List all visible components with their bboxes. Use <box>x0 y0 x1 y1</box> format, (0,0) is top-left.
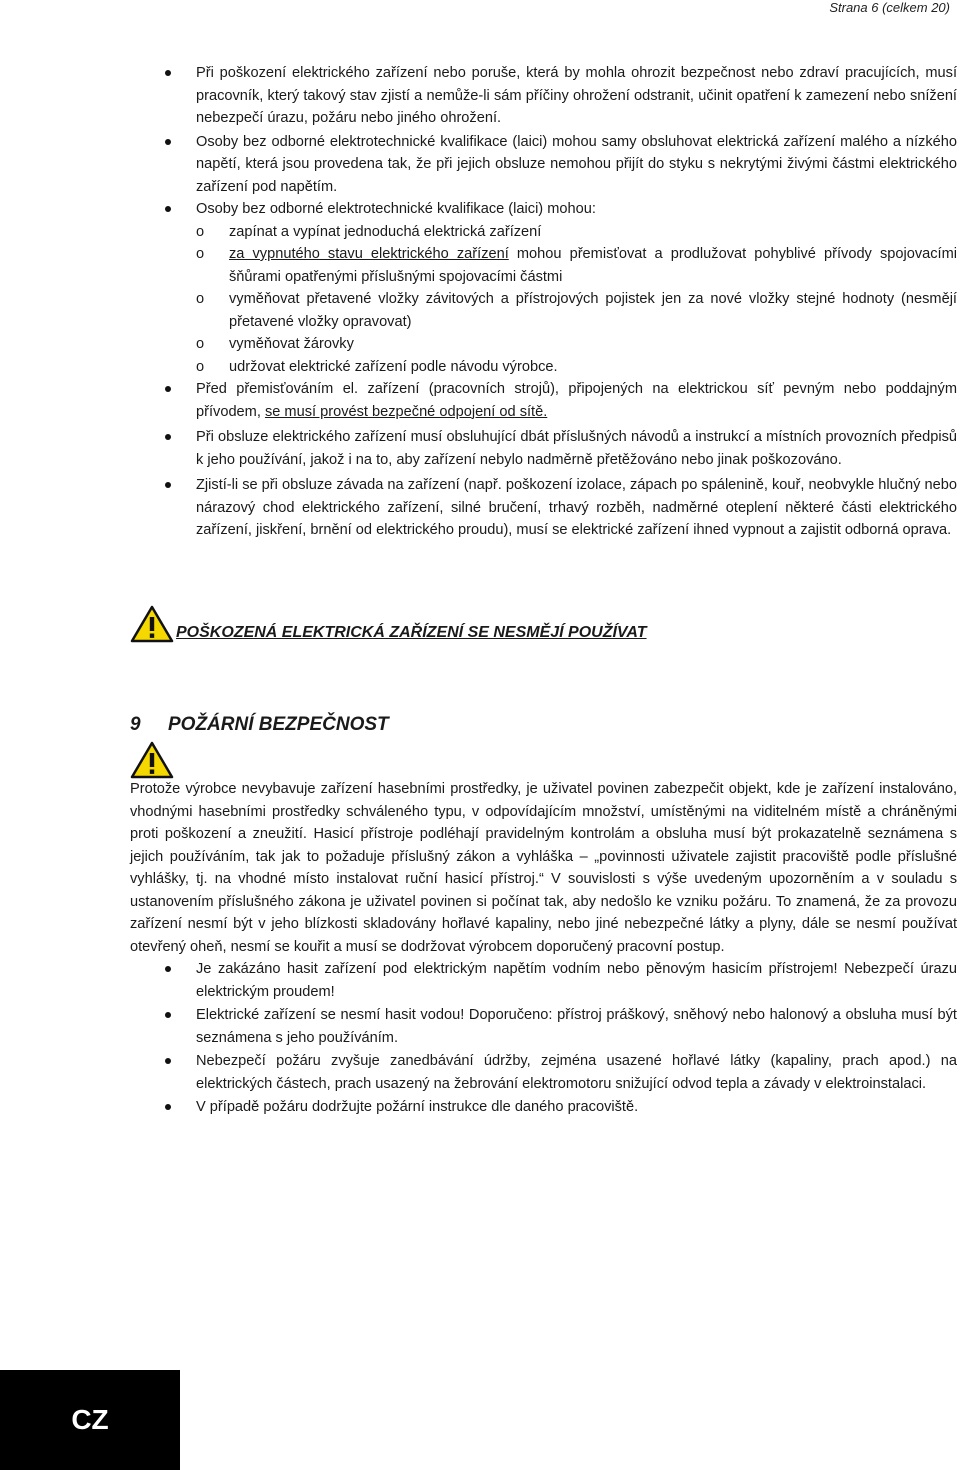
sub-list-item: o vyměňovat žárovky <box>196 333 957 356</box>
warning-triangle-icon <box>130 605 174 643</box>
list-item: Osoby bez odborné elektrotechnické kvalifikace (laici) mohou samy obsluhovat elektrická zařízení malého a nízkého napětí, která jsou provedena tak, že při jejich obsluze nemohou přijít do styku s nekrytými živými částmi elektrického zařízení pod napětím. <box>130 131 957 199</box>
warning-triangle-icon <box>130 741 174 779</box>
warning-title: POŠKOZENÁ ELEKTRICKÁ ZAŘÍZENÍ SE NESMĚJÍ POUŽÍVAT <box>176 624 647 641</box>
page-number: Strana 6 (celkem 20) <box>829 0 950 15</box>
sub-list-item: o za vypnutého stavu elektrického zařízení mohou přemisťovat a prodlužovat pohyblivé přívody spojovacími šňůrami opatřenými příslušnými spojovacími částmi <box>196 243 957 288</box>
safety-instructions <box>130 62 957 542</box>
list-item: Elektrické zařízení se nesmí hasit vodou! Doporučeno: přístroj práškový, sněhový nebo halonový a obsluha musí být seznámena s jeho používáním. <box>130 1004 957 1049</box>
section-number: 9 <box>130 714 141 735</box>
list-item: Při obsluze elektrického zařízení musí obsluhující dbát příslušných návodů a instrukcí a místních provozních předpisů k jeho používání, jakož i na to, aby zařízení nebylo nadměrně přetěžováno nebo jinak poškozováno. <box>130 426 957 471</box>
list-item: V případě požáru dodržujte požární instrukce dle daného pracoviště. <box>130 1096 957 1119</box>
list-item: Je zakázáno hasit zařízení pod elektrickým napětím vodním nebo pěnovým hasicím přístrojem! Nebezpečí úrazu elektrickým proudem! <box>130 958 957 1003</box>
sub-list-item: o zapínat a vypínat jednoduchá elektrická zařízení <box>196 221 957 244</box>
sub-list <box>196 221 957 379</box>
list-item: Před přemisťováním el. zařízení (pracovních strojů), připojených na elektrickou síť pevným nebo poddajným přívodem, se musí provést bezpečné odpojení od sítě. <box>130 378 957 423</box>
list-item: Nebezpečí požáru zvyšuje zanedbávání údržby, zejména usazené hořlavé látky (kapaliny, prach apod.) na elektrických částech, prach usazený na žebrování elektromotoru snižující odvod tepla a závady v elektroinstalaci. <box>130 1050 957 1095</box>
section-title: POŽÁRNÍ BEZPEČNOST <box>168 714 389 735</box>
list-item: Zjistí-li se při obsluze závada na zařízení (např. poškození izolace, zápach po spálenině, kouř, neobvykle hlučný nebo nárazový chod elektrického zařízení, silné bručení, trhavý rozběh, nadměrné oteplení některé části elektrického zařízení, jiskření, brnění od elektrického proudu), musí se elektrické zařízení ihned vypnout a zajistit odborná oprava. <box>130 474 957 542</box>
paragraph: Protože výrobce nevybavuje zařízení hasebními prostředky, je uživatel povinen zabezpečit objekt, kde je zařízení instalováno, vhodnými hasebními prostředky schváleného typu, v odpovídajícím množství, umístěnými na viditelném místě a chráněnými proti poškození a zneužití. Hasicí přístroje podléhají pravidelným kontrolám a obsluha musí být prokazatelně seznámena s jejich používáním, tak jak to požaduje příslušný zákon a vyhláška – „povinnosti uživatele zajistit pracoviště podle příslušné vyhlášky, tj. na vhodné místo instalovat ruční hasicí přístroj.“ V souvislosti s výše uvedeným upozorněním a v souladu s ustanovením příslušného zákona je uživatel povinen si počínat tak, aby nedošlo ke vzniku požáru. To znamená, že za provozu zařízení nesmí být v jeho blízkosti skladovány hořlavé kapaliny, nebo jiné nebezpečné látky a plyny, dále se nesmí používat otevřený oheň, nesmí se kouřit a musí se dodržovat výrobcem doporučený pracovní postup. <box>130 781 957 955</box>
sub-list-item: o vyměňovat přetavené vložky závitových a přístrojových pojistek jen za nové vložky stejné hodnoty (nesmějí přetavené vložky opravovat) <box>196 288 957 333</box>
list-item: Osoby bez odborné elektrotechnické kvalifikace (laici) mohou: o zapínat a vypínat jednoduchá elektrická zařízení o za vypnutého stavu elektrického zařízení mohou přemisťovat a prodlužovat pohyblivé přívody spojovacími šňůrami opatřenými příslušnými spojovacími částmi o vyměňovat přetavené vložky závitových a přístrojových pojistek jen za nové vložky stejné hodnoty (nesmějí přetavené vložky opravovat) o vyměňovat žárovky o udržovat elektrické zařízení podle návodu výrobce. <box>130 198 957 378</box>
list-item: Při poškození elektrického zařízení nebo poruše, která by mohla ohrozit bezpečnost nebo zdraví pracujících, musí pracovník, který takový stav zjistí a nemůže-li sám příčiny ohrožení odstranit, učinit opatření k zamezení nebo snížení nebezpečí úrazu, požáru nebo jiného ohrožení. <box>130 62 957 130</box>
language-tab: CZ <box>0 1370 180 1470</box>
sub-list-item: o udržovat elektrické zařízení podle návodu výrobce. <box>196 356 957 379</box>
fire-safety-text <box>130 778 957 1119</box>
warning-banner <box>130 603 647 643</box>
section-heading <box>130 714 389 736</box>
